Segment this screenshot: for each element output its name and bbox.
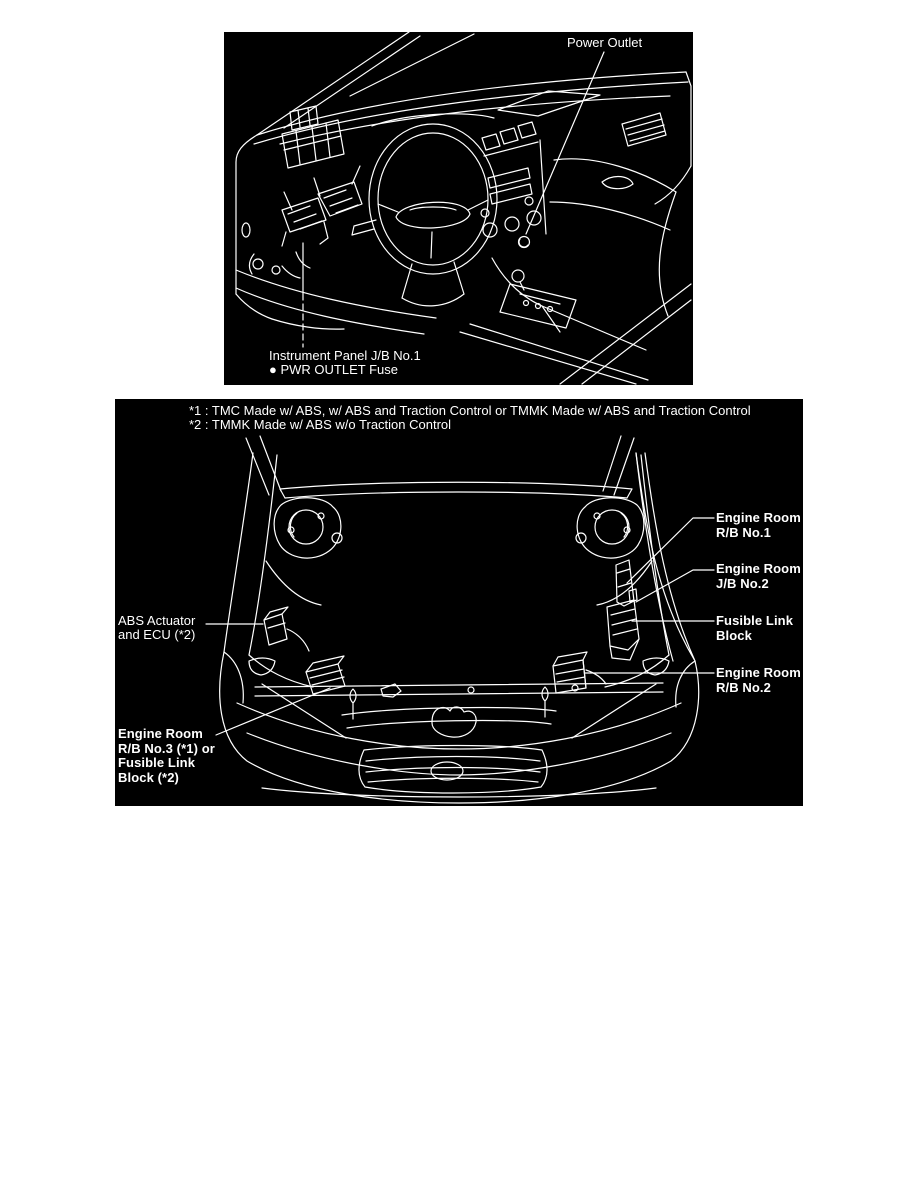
callout-line: Block (*2): [118, 769, 179, 785]
callout-line: Fusible Link: [716, 613, 794, 628]
callout-line: Fusible Link: [118, 755, 196, 770]
callout-line: R/B No.3 (*1) or: [118, 740, 215, 756]
callout-abs-actuator-ecu: [118, 614, 195, 642]
dashboard-line-art: [224, 32, 693, 385]
callout-line: ABS Actuator: [118, 613, 196, 628]
callout-line: and ECU (*2): [118, 627, 196, 642]
callout-line: Block: [716, 627, 752, 643]
callout-engine-room-rb-no3: [118, 727, 215, 785]
callout-line: R/B No.2: [716, 679, 771, 695]
callout-line: Engine Room: [716, 665, 801, 680]
callout-line: Engine Room: [118, 726, 203, 741]
callout-engine-room-rb-no2: [716, 666, 801, 695]
callout-line: Engine Room: [716, 510, 801, 525]
callout-engine-room-jb-no2: [716, 562, 801, 591]
callout-fusible-link-block: [716, 614, 793, 643]
callout-line: Engine Room: [716, 561, 801, 576]
callout-engine-room-rb-no1: [716, 511, 801, 540]
engine-room-figure: [115, 399, 803, 806]
callout-line: R/B No.1: [716, 524, 771, 540]
instrument-panel-jb-callout: [269, 349, 421, 377]
instrument-panel-jb-line1: Instrument Panel J/B No.1: [269, 348, 421, 363]
engine-room-line-art: [115, 399, 803, 806]
note-asterisk-1: *1 : TMC Made w/ ABS, w/ ABS and Traction Control or TMMK Made w/ ABS and Traction Control: [189, 403, 751, 418]
callout-line: J/B No.2: [716, 575, 769, 591]
pwr-outlet-fuse-line: ● PWR OUTLET Fuse: [269, 362, 398, 377]
note-asterisk-2: *2 : TMMK Made w/ ABS w/o Traction Control: [189, 417, 452, 432]
power-outlet-callout: Power Outlet: [567, 35, 643, 50]
dashboard-figure: [224, 32, 693, 385]
